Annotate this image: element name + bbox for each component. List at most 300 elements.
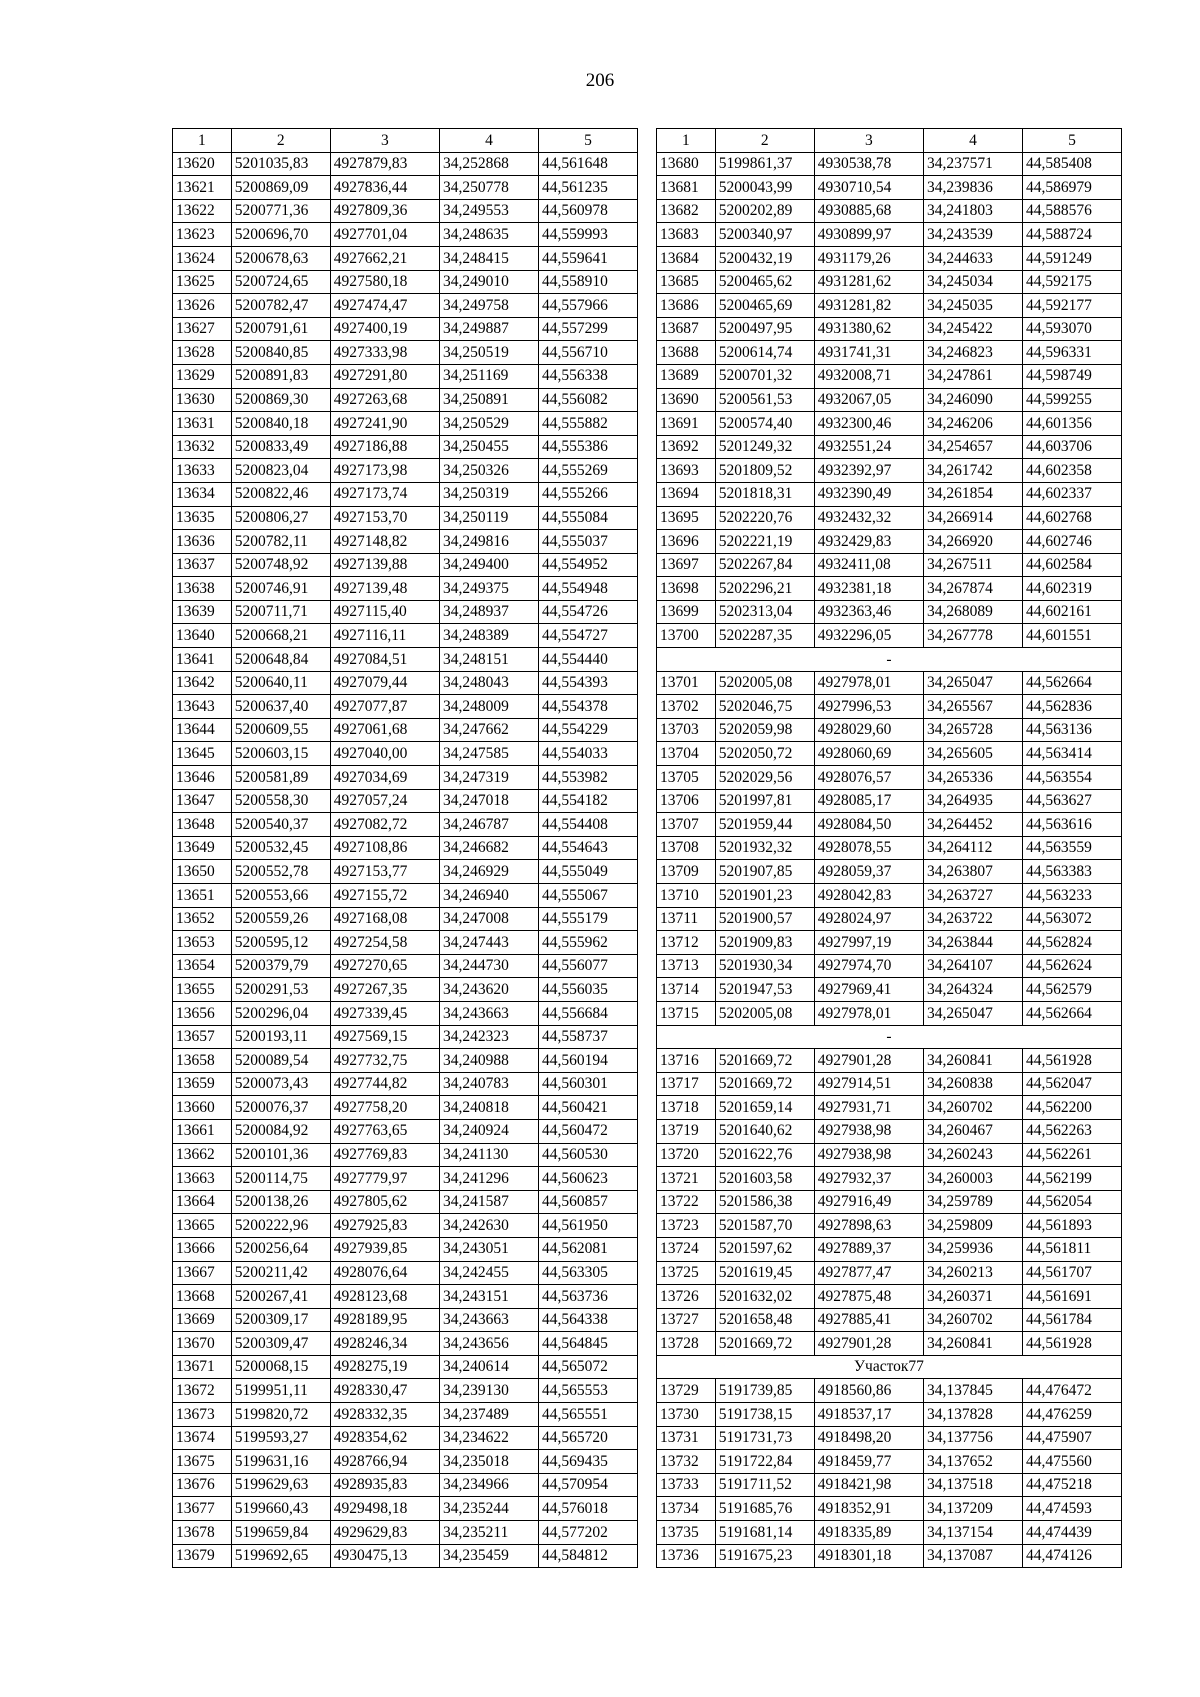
x-coordinate-cell: 5200595,12 [231,931,330,955]
point-number-cell: 13694 [657,482,716,506]
point-number-cell: 13626 [173,294,232,318]
y-coordinate-cell: 4927875,48 [814,1285,923,1309]
header-row [173,129,638,153]
point-number-cell: 13624 [173,246,232,270]
point-number-cell: 13635 [173,506,232,530]
point-number-cell: 13671 [173,1355,232,1379]
y-coordinate-cell: 4927339,45 [330,1001,439,1025]
table-row [173,978,638,1002]
point-number-cell: 13625 [173,270,232,294]
table-row [173,1544,638,1568]
longitude-cell: 34,250529 [440,412,539,436]
table-row [173,1001,638,1025]
point-number-cell: 13623 [173,223,232,247]
point-number-cell: 13683 [657,223,716,247]
longitude-cell: 34,265567 [924,695,1023,719]
longitude-cell: 34,249010 [440,270,539,294]
table-row [173,364,638,388]
y-coordinate-cell: 4927901,28 [814,1332,923,1356]
point-number-cell: 13712 [657,931,716,955]
table-row [173,1119,638,1143]
latitude-cell: 44,561811 [1022,1237,1121,1261]
x-coordinate-cell: 5191675,23 [715,1544,814,1568]
x-coordinate-cell: 5200696,70 [231,223,330,247]
y-coordinate-cell: 4932551,24 [814,435,923,459]
point-number-cell: 13701 [657,671,716,695]
longitude-cell: 34,243051 [440,1237,539,1261]
latitude-cell: 44,554408 [538,813,637,837]
table-row [657,482,1122,506]
y-coordinate-cell: 4918459,77 [814,1450,923,1474]
x-coordinate-cell: 5200465,62 [715,270,814,294]
longitude-cell: 34,137209 [924,1497,1023,1521]
point-number-cell: 13705 [657,766,716,790]
point-number-cell: 13663 [173,1167,232,1191]
section-row [657,648,1122,672]
longitude-cell: 34,247662 [440,718,539,742]
latitude-cell: 44,554727 [538,624,637,648]
longitude-cell: 34,261854 [924,482,1023,506]
longitude-cell: 34,243151 [440,1285,539,1309]
point-number-cell: 13710 [657,884,716,908]
section-row [657,1355,1122,1379]
latitude-cell: 44,554378 [538,695,637,719]
latitude-cell: 44,561691 [1022,1285,1121,1309]
table-row [173,270,638,294]
point-number-cell: 13696 [657,530,716,554]
latitude-cell: 44,560194 [538,1049,637,1073]
latitude-cell: 44,562664 [1022,1001,1121,1025]
y-coordinate-cell: 4927914,51 [814,1072,923,1096]
table-row [657,1497,1122,1521]
point-number-cell: 13727 [657,1308,716,1332]
longitude-cell: 34,246682 [440,836,539,860]
y-coordinate-cell: 4927057,24 [330,789,439,813]
table-row [173,553,638,577]
longitude-cell: 34,241130 [440,1143,539,1167]
y-coordinate-cell: 4918537,17 [814,1403,923,1427]
latitude-cell: 44,563305 [538,1261,637,1285]
longitude-cell: 34,263807 [924,860,1023,884]
y-coordinate-cell: 4927077,87 [330,695,439,719]
point-number-cell: 13629 [173,364,232,388]
longitude-cell: 34,243539 [924,223,1023,247]
table-row [657,199,1122,223]
point-number-cell: 13726 [657,1285,716,1309]
point-number-cell: 13621 [173,176,232,200]
coordinates-table-right [656,128,1122,1568]
table-row [657,695,1122,719]
point-number-cell: 13639 [173,600,232,624]
table-row [173,435,638,459]
latitude-cell: 44,563072 [1022,907,1121,931]
table-row [173,1450,638,1474]
table-row [173,1096,638,1120]
latitude-cell: 44,603706 [1022,435,1121,459]
point-number-cell: 13704 [657,742,716,766]
table-row [657,884,1122,908]
y-coordinate-cell: 4927267,35 [330,978,439,1002]
latitude-cell: 44,560301 [538,1072,637,1096]
table-row [173,836,638,860]
table-row [173,199,638,223]
latitude-cell: 44,563736 [538,1285,637,1309]
longitude-cell: 34,248415 [440,246,539,270]
table-row [173,742,638,766]
longitude-cell: 34,250519 [440,341,539,365]
x-coordinate-cell: 5191711,52 [715,1473,814,1497]
longitude-cell: 34,263844 [924,931,1023,955]
point-number-cell: 13674 [173,1426,232,1450]
section-label: Участок77 [657,1355,1122,1379]
y-coordinate-cell: 4930538,78 [814,152,923,176]
table-row [657,1403,1122,1427]
y-coordinate-cell: 4927241,90 [330,412,439,436]
y-coordinate-cell: 4930710,54 [814,176,923,200]
x-coordinate-cell: 5200068,15 [231,1355,330,1379]
latitude-cell: 44,577202 [538,1521,637,1545]
latitude-cell: 44,561893 [1022,1214,1121,1238]
y-coordinate-cell: 4927836,44 [330,176,439,200]
point-number-cell: 13643 [173,695,232,719]
point-number-cell: 13665 [173,1214,232,1238]
x-coordinate-cell: 5200806,27 [231,506,330,530]
table-row [173,1167,638,1191]
latitude-cell: 44,563136 [1022,718,1121,742]
point-number-cell: 13653 [173,931,232,955]
x-coordinate-cell: 5200340,97 [715,223,814,247]
y-coordinate-cell: 4930899,97 [814,223,923,247]
x-coordinate-cell: 5202005,08 [715,671,814,695]
latitude-cell: 44,554440 [538,648,637,672]
latitude-cell: 44,561235 [538,176,637,200]
latitude-cell: 44,563233 [1022,884,1121,908]
table-row [657,1214,1122,1238]
longitude-cell: 34,264452 [924,813,1023,837]
latitude-cell: 44,602319 [1022,577,1121,601]
point-number-cell: 13695 [657,506,716,530]
longitude-cell: 34,237571 [924,152,1023,176]
y-coordinate-cell: 4931380,62 [814,317,923,341]
x-coordinate-cell: 5201930,34 [715,954,814,978]
x-coordinate-cell: 5201901,23 [715,884,814,908]
y-coordinate-cell: 4928024,97 [814,907,923,931]
x-coordinate-cell: 5200532,45 [231,836,330,860]
latitude-cell: 44,602161 [1022,600,1121,624]
table-row [173,718,638,742]
y-coordinate-cell: 4927079,44 [330,671,439,695]
table-row [657,577,1122,601]
table-row [173,506,638,530]
table-row [173,482,638,506]
table-row [173,884,638,908]
x-coordinate-cell: 5191722,84 [715,1450,814,1474]
longitude-cell: 34,247861 [924,364,1023,388]
longitude-cell: 34,235018 [440,1450,539,1474]
x-coordinate-cell: 5199820,72 [231,1403,330,1427]
point-number-cell: 13622 [173,199,232,223]
table-row [657,1285,1122,1309]
y-coordinate-cell: 4927978,01 [814,1001,923,1025]
x-coordinate-cell: 5200640,11 [231,671,330,695]
x-coordinate-cell: 5202296,21 [715,577,814,601]
longitude-cell: 34,243663 [440,1308,539,1332]
table-row [173,813,638,837]
table-row [657,1308,1122,1332]
y-coordinate-cell: 4927139,88 [330,553,439,577]
x-coordinate-cell: 5202050,72 [715,742,814,766]
header-cell: 3 [330,129,439,153]
table-row [173,1214,638,1238]
longitude-cell: 34,250891 [440,388,539,412]
latitude-cell: 44,602584 [1022,553,1121,577]
x-coordinate-cell: 5200552,78 [231,860,330,884]
table-row [173,1332,638,1356]
x-coordinate-cell: 5201640,62 [715,1119,814,1143]
longitude-cell: 34,246787 [440,813,539,837]
table-row [657,388,1122,412]
x-coordinate-cell: 5201669,72 [715,1332,814,1356]
point-number-cell: 13730 [657,1403,716,1427]
x-coordinate-cell: 5201597,62 [715,1237,814,1261]
latitude-cell: 44,591249 [1022,246,1121,270]
x-coordinate-cell: 5200581,89 [231,766,330,790]
header-cell: 1 [657,129,716,153]
latitude-cell: 44,565072 [538,1355,637,1379]
longitude-cell: 34,242323 [440,1025,539,1049]
table-row [173,1379,638,1403]
longitude-cell: 34,264324 [924,978,1023,1002]
table-row [657,931,1122,955]
latitude-cell: 44,559641 [538,246,637,270]
x-coordinate-cell: 5200073,43 [231,1072,330,1096]
longitude-cell: 34,137828 [924,1403,1023,1427]
table-row [657,1450,1122,1474]
y-coordinate-cell: 4927168,08 [330,907,439,931]
x-coordinate-cell: 5201659,14 [715,1096,814,1120]
latitude-cell: 44,565551 [538,1403,637,1427]
x-coordinate-cell: 5200833,49 [231,435,330,459]
x-coordinate-cell: 5200648,84 [231,648,330,672]
x-coordinate-cell: 5202029,56 [715,766,814,790]
y-coordinate-cell: 4932067,05 [814,388,923,412]
y-coordinate-cell: 4927082,72 [330,813,439,837]
table-row [173,223,638,247]
point-number-cell: 13669 [173,1308,232,1332]
y-coordinate-cell: 4927662,21 [330,246,439,270]
longitude-cell: 34,250455 [440,435,539,459]
table-row [657,718,1122,742]
y-coordinate-cell: 4928354,62 [330,1426,439,1450]
longitude-cell: 34,241803 [924,199,1023,223]
latitude-cell: 44,576018 [538,1497,637,1521]
latitude-cell: 44,561648 [538,152,637,176]
y-coordinate-cell: 4928935,83 [330,1473,439,1497]
y-coordinate-cell: 4928246,34 [330,1332,439,1356]
y-coordinate-cell: 4927173,98 [330,459,439,483]
x-coordinate-cell: 5199861,37 [715,152,814,176]
longitude-cell: 34,250319 [440,482,539,506]
latitude-cell: 44,475560 [1022,1450,1121,1474]
latitude-cell: 44,553982 [538,766,637,790]
point-number-cell: 13649 [173,836,232,860]
table-row [657,1332,1122,1356]
table-row [173,1285,638,1309]
x-coordinate-cell: 5200309,17 [231,1308,330,1332]
point-number-cell: 13678 [173,1521,232,1545]
y-coordinate-cell: 4932392,97 [814,459,923,483]
longitude-cell: 34,247319 [440,766,539,790]
latitude-cell: 44,601356 [1022,412,1121,436]
table-row [173,1237,638,1261]
header-cell: 4 [440,129,539,153]
longitude-cell: 34,260702 [924,1308,1023,1332]
latitude-cell: 44,555266 [538,482,637,506]
table-row [657,1049,1122,1073]
x-coordinate-cell: 5200222,96 [231,1214,330,1238]
longitude-cell: 34,240818 [440,1096,539,1120]
y-coordinate-cell: 4927978,01 [814,671,923,695]
latitude-cell: 44,554726 [538,600,637,624]
y-coordinate-cell: 4928060,69 [814,742,923,766]
latitude-cell: 44,602746 [1022,530,1121,554]
point-number-cell: 13637 [173,553,232,577]
y-coordinate-cell: 4927938,98 [814,1119,923,1143]
point-number-cell: 13708 [657,836,716,860]
y-coordinate-cell: 4931741,31 [814,341,923,365]
point-number-cell: 13724 [657,1237,716,1261]
longitude-cell: 34,248635 [440,223,539,247]
point-number-cell: 13627 [173,317,232,341]
table-row [657,435,1122,459]
latitude-cell: 44,588576 [1022,199,1121,223]
latitude-cell: 44,561928 [1022,1332,1121,1356]
x-coordinate-cell: 5201603,58 [715,1167,814,1191]
latitude-cell: 44,586979 [1022,176,1121,200]
point-number-cell: 13688 [657,341,716,365]
longitude-cell: 34,264107 [924,954,1023,978]
x-coordinate-cell: 5200561,53 [715,388,814,412]
point-number-cell: 13644 [173,718,232,742]
y-coordinate-cell: 4927805,62 [330,1190,439,1214]
latitude-cell: 44,554393 [538,671,637,695]
latitude-cell: 44,562081 [538,1237,637,1261]
y-coordinate-cell: 4927270,65 [330,954,439,978]
longitude-cell: 34,243620 [440,978,539,1002]
x-coordinate-cell: 5200296,04 [231,1001,330,1025]
point-number-cell: 13718 [657,1096,716,1120]
latitude-cell: 44,556710 [538,341,637,365]
point-number-cell: 13676 [173,1473,232,1497]
x-coordinate-cell: 5200553,66 [231,884,330,908]
x-coordinate-cell: 5199593,27 [231,1426,330,1450]
table-row [173,1190,638,1214]
table-row [173,1143,638,1167]
table-row [173,600,638,624]
x-coordinate-cell: 5202287,35 [715,624,814,648]
y-coordinate-cell: 4927769,83 [330,1143,439,1167]
x-coordinate-cell: 5200101,36 [231,1143,330,1167]
latitude-cell: 44,598749 [1022,364,1121,388]
x-coordinate-cell: 5200609,55 [231,718,330,742]
table-row [173,1308,638,1332]
y-coordinate-cell: 4932429,83 [814,530,923,554]
longitude-cell: 34,250119 [440,506,539,530]
point-number-cell: 13636 [173,530,232,554]
latitude-cell: 44,555067 [538,884,637,908]
latitude-cell: 44,475907 [1022,1426,1121,1450]
longitude-cell: 34,241296 [440,1167,539,1191]
latitude-cell: 44,555269 [538,459,637,483]
table-row [657,954,1122,978]
y-coordinate-cell: 4927474,47 [330,294,439,318]
longitude-cell: 34,249375 [440,577,539,601]
x-coordinate-cell: 5200782,11 [231,530,330,554]
table-row [657,412,1122,436]
x-coordinate-cell: 5201809,52 [715,459,814,483]
point-number-cell: 13679 [173,1544,232,1568]
x-coordinate-cell: 5199629,63 [231,1473,330,1497]
point-number-cell: 13659 [173,1072,232,1096]
point-number-cell: 13720 [657,1143,716,1167]
longitude-cell: 34,245035 [924,294,1023,318]
x-coordinate-cell: 5200869,30 [231,388,330,412]
latitude-cell: 44,476259 [1022,1403,1121,1427]
point-number-cell: 13631 [173,412,232,436]
point-number-cell: 13698 [657,577,716,601]
latitude-cell: 44,555386 [538,435,637,459]
y-coordinate-cell: 4927901,28 [814,1049,923,1073]
latitude-cell: 44,592177 [1022,294,1121,318]
point-number-cell: 13702 [657,695,716,719]
longitude-cell: 34,137154 [924,1521,1023,1545]
longitude-cell: 34,244633 [924,246,1023,270]
latitude-cell: 44,560623 [538,1167,637,1191]
longitude-cell: 34,246940 [440,884,539,908]
y-coordinate-cell: 4928059,37 [814,860,923,884]
point-number-cell: 13632 [173,435,232,459]
longitude-cell: 34,264935 [924,789,1023,813]
longitude-cell: 34,260243 [924,1143,1023,1167]
point-number-cell: 13630 [173,388,232,412]
longitude-cell: 34,235459 [440,1544,539,1568]
table-row [173,577,638,601]
table-row [657,1190,1122,1214]
table-row [657,1379,1122,1403]
point-number-cell: 13633 [173,459,232,483]
latitude-cell: 44,596331 [1022,341,1121,365]
header-cell: 5 [1022,129,1121,153]
x-coordinate-cell: 5200711,71 [231,600,330,624]
latitude-cell: 44,562261 [1022,1143,1121,1167]
section-label: - [657,1025,1122,1049]
longitude-cell: 34,243656 [440,1332,539,1356]
point-number-cell: 13677 [173,1497,232,1521]
latitude-cell: 44,555882 [538,412,637,436]
x-coordinate-cell: 5200574,40 [715,412,814,436]
latitude-cell: 44,558910 [538,270,637,294]
latitude-cell: 44,599255 [1022,388,1121,412]
longitude-cell: 34,248389 [440,624,539,648]
y-coordinate-cell: 4929629,83 [330,1521,439,1545]
y-coordinate-cell: 4927034,69 [330,766,439,790]
table-row [657,270,1122,294]
latitude-cell: 44,554643 [538,836,637,860]
point-number-cell: 13728 [657,1332,716,1356]
y-coordinate-cell: 4927932,37 [814,1167,923,1191]
point-number-cell: 13691 [657,412,716,436]
latitude-cell: 44,556035 [538,978,637,1002]
